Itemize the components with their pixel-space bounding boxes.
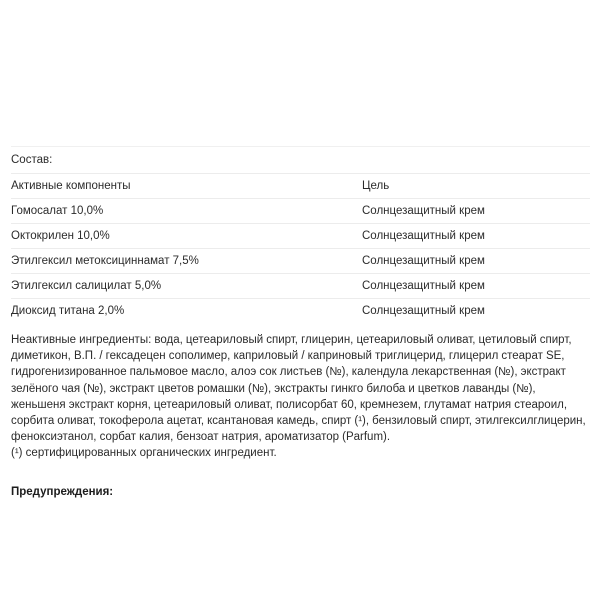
table-body	[11, 147, 590, 324]
section-row-empty-cell	[362, 147, 590, 174]
ingredient-purpose: Солнцезащитный крем	[362, 255, 485, 267]
inactive-ingredients-block	[11, 332, 589, 462]
warnings-heading: Предупреждения:	[11, 485, 114, 498]
table-section-row	[11, 147, 590, 174]
table-row	[11, 274, 590, 299]
ingredient-purpose: Солнцезащитный крем	[362, 230, 485, 242]
table-header-row	[11, 174, 590, 199]
ingredients-section-label: Состав:	[11, 154, 53, 166]
ingredient-purpose: Солнцезащитный крем	[362, 205, 485, 217]
table-row	[11, 224, 590, 249]
inactive-ingredients-text: Неактивные ингредиенты: вода, цетеариловый спирт, глицерин, цетеариловый оливат, цетиловый спирт, диметикон, В.П. / гексадецен сополимер, каприловый / каприновый триглицерид, глицерил стеарат SE, гидрогенизированное пальмовое масло, алоэ сок листьев (№), календула лекарственная (№), экстракт зелёного чая (№), экстракт цветов ромашки (№), экстракты гинкго билоба и цветков лаванды (№), женьшеня экстракт корня, цетеариловый оливат, полисорбат 60, кремнезем, глутамат натрия стеароил, сорбита оливат, токоферола ацетат, ксантановая камедь, спирт (¹), бензиловый спирт, этилгексилглицерин, феноксиэтанол, сорбат калия, бензоат натрия, ароматизатор (Parfum).	[11, 334, 586, 444]
ingredient-purpose: Солнцезащитный крем	[362, 280, 485, 292]
active-ingredients-table	[11, 146, 590, 323]
organic-certification-footnote: (¹) сертифицированных органических ингредиент.	[11, 447, 277, 460]
ingredient-name: Октокрилен 10,0%	[11, 230, 110, 242]
column-header-purpose: Цель	[362, 180, 390, 192]
ingredient-purpose: Солнцезащитный крем	[362, 305, 485, 317]
ingredient-name: Гомосалат 10,0%	[11, 205, 104, 217]
top-spacer	[0, 0, 600, 146]
ingredient-name: Диоксид титана 2,0%	[11, 305, 125, 317]
table-row	[11, 249, 590, 274]
table-row	[11, 299, 590, 324]
ingredient-name: Этилгексил метоксициннамат 7,5%	[11, 255, 199, 267]
ingredient-name: Этилгексил салицилат 5,0%	[11, 280, 162, 292]
table-row	[11, 199, 590, 224]
column-header-name: Активные компоненты	[11, 180, 131, 192]
